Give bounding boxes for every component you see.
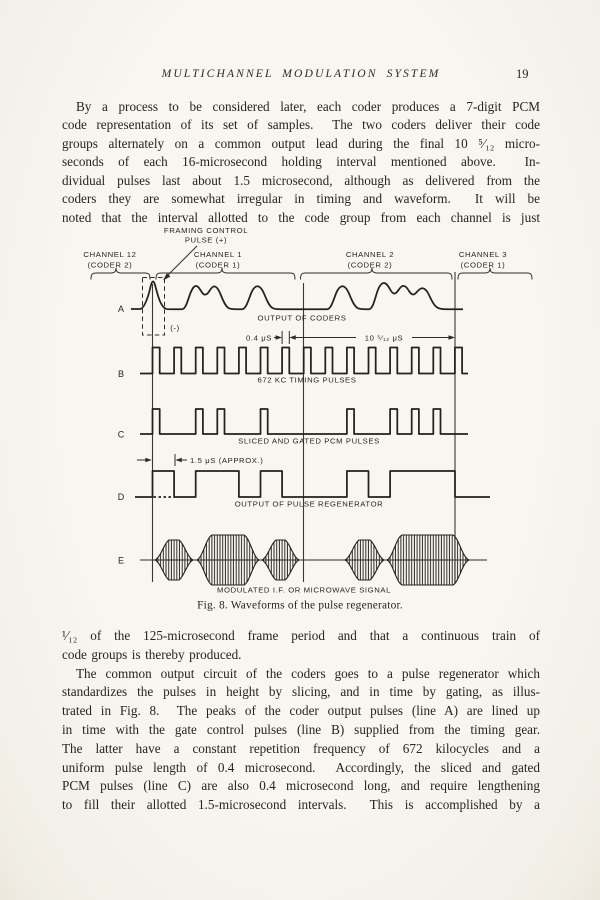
text-line: code groups is thereby produced. [62, 646, 242, 662]
dim-arrow-left [289, 335, 296, 339]
text-line: ¹⁄₁₂ of the 125-microsecond frame period and that a continuous train of [62, 628, 540, 643]
row-letter-b: B [117, 369, 125, 379]
text-line: coders they are somewhat irregular in timing and waveform. It will be [62, 191, 540, 207]
row-caption-e: MODULATED I.F. OR MICROWAVE SIGNAL [216, 585, 392, 595]
dim-arrow-right [449, 335, 456, 339]
dim-group-interval-label: 10 ⁵⁄₁₂ μS [364, 333, 404, 343]
text-line: trated in Fig. 8. The peaks of the coder output pulses (line A) are lined up [62, 703, 540, 719]
framing-control-label-line1: FRAMING CONTROL [163, 226, 249, 235]
channel-12-label: CHANNEL 12 [83, 250, 137, 259]
waveform-a [131, 282, 463, 310]
dim-regen-width-label: 1.5 μS (APPROX.) [190, 456, 264, 465]
row-caption-a: OUTPUT OF CODERS [257, 313, 347, 323]
brace-channel-2 [301, 268, 453, 280]
text-line: code representation of its set of samples. The two coders deliver their code [62, 117, 540, 133]
waveform-b [140, 348, 468, 374]
brace-channel-12 [91, 268, 150, 280]
text-line: standardizes the pulses in height by slicing, and in time by gating, as illus- [62, 684, 540, 700]
row-caption-b: 672 KC TIMING PULSES [257, 375, 357, 385]
text-line: uniform pulse length of 0.4 microsecond. Accordingly, the sliced and gated [62, 759, 540, 775]
text-line: noted that the interval allotted to the code group from each channel is just [62, 209, 540, 225]
framing-control-label-line2: PULSE (+) [184, 235, 228, 245]
dim-arrow-left [175, 458, 182, 462]
paragraph-3 [62, 665, 540, 815]
channel-3-label: CHANNEL 3 [458, 250, 508, 259]
channel-2-label: CHANNEL 2 [345, 250, 395, 259]
text-line: dividual pulses last about 1.5 microsecond, although as delivered from the [62, 172, 540, 188]
dim-arrow-right [145, 458, 152, 462]
figure-8-svg [58, 222, 550, 618]
row-letter-c: C [117, 429, 125, 440]
row-letter-e: E [117, 555, 125, 566]
text-line: seconds of each 16-microsecond holding interval mentioned above. In- [62, 154, 540, 170]
row-letter-d: D [117, 492, 125, 502]
burst-4 [345, 540, 384, 580]
channel-3-coder: (CODER 1) [460, 260, 506, 270]
lower-text [62, 627, 540, 815]
burst-5 [387, 535, 469, 585]
row-caption-d: OUTPUT OF PULSE REGENERATOR [234, 499, 384, 509]
burst-3 [262, 540, 299, 580]
burst-2 [197, 535, 259, 585]
channel-1-label: CHANNEL 1 [193, 250, 243, 259]
row-caption-c: SLICED AND GATED PCM PULSES [238, 436, 380, 446]
text-line: to fill their allotted 1.5-microsecond intervals. This is accomplished by a [62, 797, 540, 813]
waveform-d [135, 471, 490, 497]
dim-arrow-right [276, 335, 283, 339]
page-number: 19 [516, 67, 529, 81]
figure-caption: Fig. 8. Waveforms of the pulse regenerator. [197, 599, 403, 612]
channel-2-coder: (CODER 2) [347, 260, 393, 270]
paragraph-1 [62, 98, 540, 227]
figure-8 [58, 222, 550, 618]
text-line: The common output circuit of the coders goes to a pulse regenerator which [76, 665, 540, 681]
running-head [62, 67, 540, 83]
framing-pulse-dashed-box [143, 278, 165, 336]
framing-pointer-line [165, 246, 198, 279]
text-line: in time with the gate control pulses (line B) supplied from the timing gear. [62, 721, 540, 737]
brace-channel-1 [156, 268, 295, 280]
brace-channel-3 [458, 268, 532, 280]
channel-12-coder: (CODER 2) [87, 260, 133, 270]
paragraph-2 [62, 627, 540, 665]
row-letter-a: A [117, 304, 125, 314]
text-line: The latter have a constant repetition frequency of 672 kilocycles and a [62, 740, 540, 756]
minus-polarity-label: (-) [170, 323, 180, 333]
text-line: By a process to be considered later, each coder produces a 7-digit PCM [76, 99, 540, 114]
text-line: PCM pulses (line C) are also 0.4 microsecond long, and require lengthening [62, 778, 540, 794]
dim-pulse-width-label: 0.4 μS [246, 333, 272, 343]
channel-1-coder: (CODER 1) [195, 260, 241, 270]
running-head-title: MULTICHANNEL MODULATION SYSTEM [161, 67, 441, 80]
burst-1 [155, 540, 193, 580]
text-line: groups alternately on a common output lead during the final 10 ⁵⁄₁₂ micro- [62, 135, 540, 151]
